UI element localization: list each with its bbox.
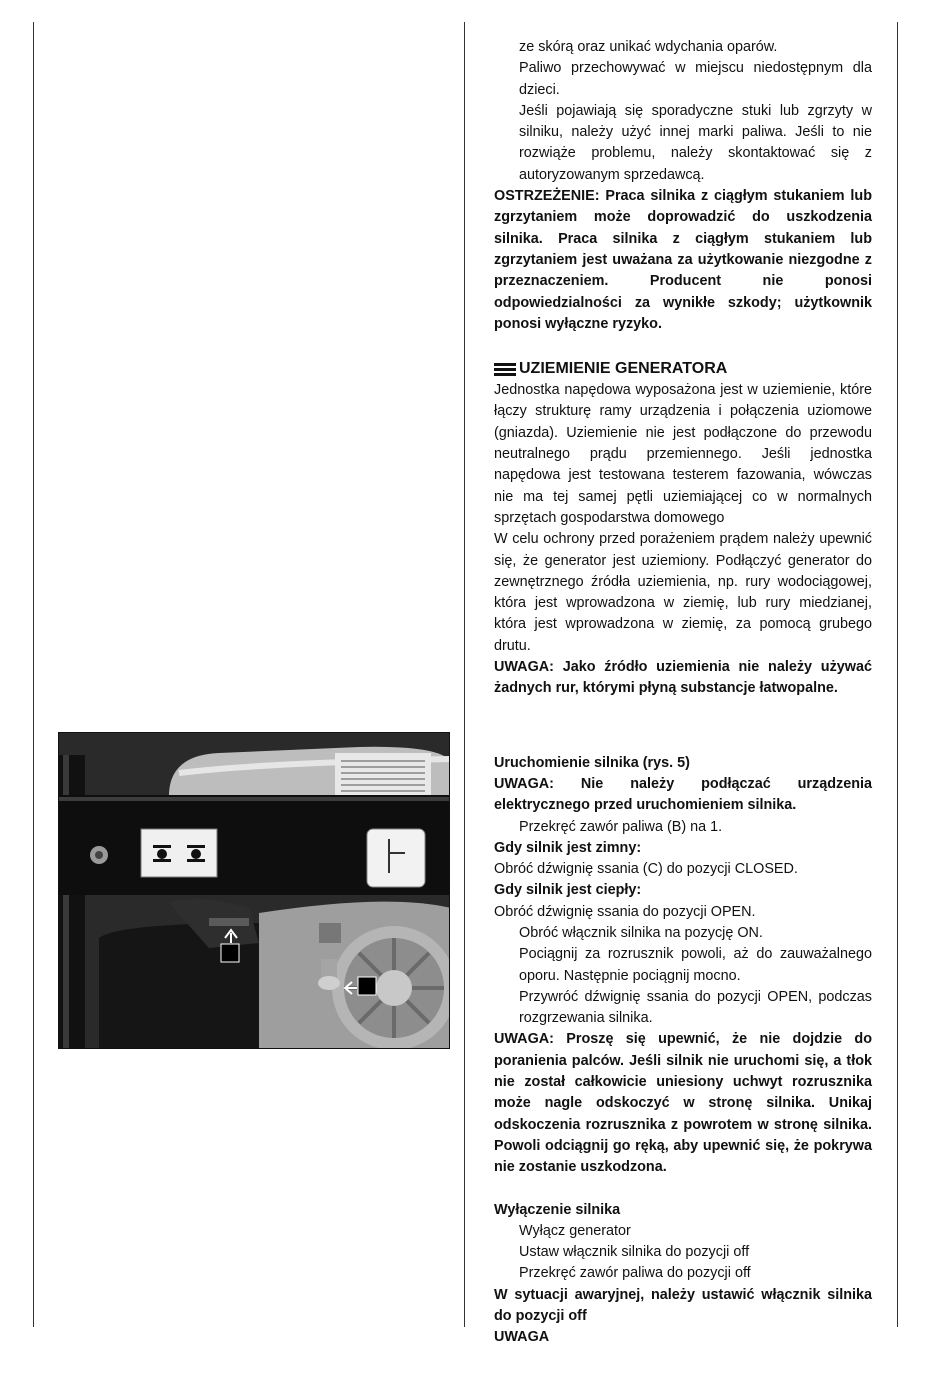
grounding-note: UWAGA: Jako źródło uziemienia nie należy używać żadnych rur, którymi płyną substancje łatwopalne. bbox=[494, 659, 872, 697]
stop-step-3: Przekręć zawór paliwa do pozycji off bbox=[519, 1265, 751, 1282]
paragraph-storage: Paliwo przechowywać w miejscu niedostępnym dla dzieci. bbox=[519, 60, 872, 98]
warm-engine-text: Obróć dźwignię ssania do pozycji OPEN. bbox=[494, 903, 756, 920]
paragraph-grounding-2: W celu ochrony przed porażeniem prądem należy upewnić się, że generator jest uziemiony. Podłączyć generator do zewnętrznego źródła uziemienia, np. rury wodociągowej, która jest wprowadzona w ziemię, lub rury miedzianej, która jest wprowadzona w ziemię, za pomocą grubego drutu. bbox=[494, 531, 872, 654]
left-margin-rule bbox=[33, 22, 34, 1327]
engine-photo bbox=[58, 732, 450, 1049]
pull-starter-step: Pociągnij za rozrusznik powoli, aż do zauważalnego oporu. Następnie pociągnij mocno. bbox=[519, 946, 872, 984]
paragraph-grounding-1: Jednostka napędowa wyposażona jest w uziemienie, które łączy strukturę ramy urządzenia i połączenia uziomowe (gniazda). Uziemienie nie jest podłączone do przewodu neutralnego prądu przemiennego. Jeśli jednostka napędowa jest testowana testerem fazowania, wówczas nie ma tej samej pętli uziemiającej co w normalnych sprzętach gospodarstwa domowego bbox=[494, 382, 872, 526]
restore-choke-step: Przywróć dźwignię ssania do pozycji OPEN, podczas rozgrzewania silnika. bbox=[519, 988, 872, 1027]
right-text-column bbox=[494, 37, 872, 1349]
switch-on-step: Obróć włącznik silnika na pozycję ON. bbox=[519, 924, 763, 941]
paragraph-skin: ze skórą oraz unikać wdychania oparów. bbox=[519, 39, 778, 55]
warm-engine-heading: Gdy silnik jest ciepły: bbox=[494, 882, 642, 899]
engine-photo-illustration bbox=[59, 733, 450, 1049]
stop-heading: Wyłączenie silnika bbox=[494, 1201, 621, 1218]
warning-fingers: UWAGA: Proszę się upewnić, że nie dojdzie do poranienia palców. Jeśli silnik nie uruchomi się, a tłok nie został całkowicie uniesiony uchwyt rozrusznika może nagle odskoczyć w stronę silnika. Unikaj odskoczenia rozrusznika z powrotem w stronę silnika. Powoli odciągnij go ręką, aby upewnić się, że pokrywa nie zostanie uszkodzona. bbox=[494, 1031, 872, 1176]
menu-lines-icon bbox=[494, 363, 516, 376]
stop-step-1: Wyłącz generator bbox=[519, 1222, 631, 1239]
right-margin-rule bbox=[897, 22, 898, 1327]
start-note: UWAGA: Nie należy podłączać urządzenia elektrycznego przed uruchomieniem silnika. bbox=[494, 775, 872, 814]
start-heading: Uruchomienie silnika (rys. 5) bbox=[494, 754, 690, 771]
section-heading-grounding bbox=[494, 358, 872, 380]
cold-engine-heading: Gdy silnik jest zimny: bbox=[494, 839, 642, 856]
warning-knocking: OSTRZEŻENIE: Praca silnika z ciągłym stukaniem lub zgrzytaniem może doprowadzić do uszkodzenia silnika. Praca silnika z ciągłym stukaniem lub zgrzytaniem jest uważana za użytkowanie niezgodne z przeznaczeniem. Producent nie ponosi odpowiedzialności za wynikłe szkody; użytkownik ponosi wyłączne ryzyko. bbox=[494, 188, 872, 332]
last-note: UWAGA bbox=[494, 1329, 550, 1346]
paragraph-knocking: Jeśli pojawiają się sporadyczne stuki lub zgrzyty w silniku, należy użyć innej marki paliwa. Jeśli to nie rozwiąże problemu, należy skontaktować się z autoryzowanym sprzedawcą. bbox=[519, 102, 872, 183]
emergency-note: W sytuacji awaryjnej, należy ustawić włącznik silnika do pozycji off bbox=[494, 1286, 872, 1325]
cold-engine-text: Obróć dźwignię ssania (C) do pozycji CLOSED. bbox=[494, 861, 798, 878]
stop-step-2: Ustaw włącznik silnika do pozycji off bbox=[519, 1244, 750, 1261]
column-divider-rule bbox=[464, 22, 465, 1327]
start-fuel-valve: Przekręć zawór paliwa (B) na 1. bbox=[519, 818, 723, 835]
grounding-heading-text: UZIEMIENIE GENERATORA bbox=[519, 360, 728, 378]
